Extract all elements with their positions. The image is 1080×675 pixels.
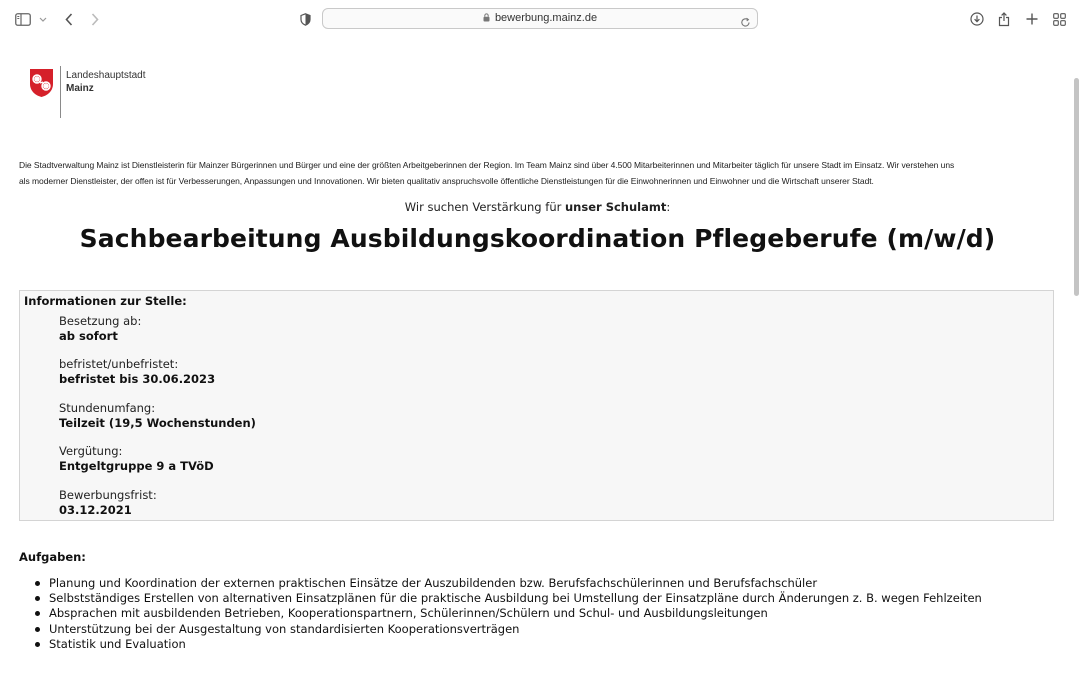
back-icon[interactable]: [62, 9, 76, 29]
job-title: Sachbearbeitung Ausbildungskoordination Pflegeberufe (m/w/d): [79, 224, 996, 253]
info-label: Bewerbungsfrist:: [59, 488, 157, 502]
reload-icon[interactable]: [740, 13, 751, 32]
info-contract-term: [59, 357, 215, 387]
scrollbar-thumb[interactable]: [1074, 78, 1079, 296]
list-item: Unterstützung bei der Ausgestaltung von standardisierten Kooperationsverträgen: [19, 622, 982, 637]
download-icon[interactable]: [969, 9, 985, 29]
info-value: Teilzeit (19,5 Wochenstunden): [59, 416, 256, 430]
info-value: befristet bis 30.06.2023: [59, 372, 216, 386]
tasks-list: [19, 576, 982, 652]
url-display[interactable]: [323, 9, 757, 28]
city-logo[interactable]: [19, 63, 159, 121]
chevron-down-icon[interactable]: [38, 9, 48, 29]
logo-divider: [60, 66, 61, 118]
info-value: Entgeltgruppe 9 a TVöD: [59, 459, 214, 473]
shield-icon[interactable]: [298, 9, 312, 29]
city-crest-icon: [29, 68, 54, 98]
scrollbar[interactable]: [1074, 38, 1080, 675]
address-bar[interactable]: [322, 8, 758, 29]
intro-line-2: als moderner Dienstleister, der offen ist für Verbesserungen, Anpassungen und Innovationen. Wir bieten qualitativ anspruchsvolle öffentliche Dienstleistungen für die Einwohnerinnen und Einwohner und die Wirtschaft unserer Stadt.: [19, 176, 874, 186]
info-label: Vergütung:: [59, 444, 123, 458]
info-label: Stundenumfang:: [59, 401, 156, 415]
department-name: unser Schulamt: [565, 200, 667, 214]
list-item: Planung und Koordination der externen praktischen Einsätze der Auszubildenden bzw. Berufsfachschülerinnen und Berufsfachschüler: [19, 576, 982, 591]
info-application-deadline: [59, 488, 157, 518]
url-text: bewerbung.mainz.de: [494, 12, 598, 24]
list-item: Statistik und Evaluation: [19, 637, 982, 652]
info-salary: [59, 444, 214, 474]
info-label: befristet/unbefristet:: [59, 357, 179, 371]
info-value: 03.12.2021: [59, 503, 132, 517]
sidebar-icon[interactable]: [14, 9, 32, 29]
forward-icon[interactable]: [88, 9, 102, 29]
info-value: ab sofort: [59, 329, 118, 343]
search-statement: [0, 200, 1075, 214]
lock-icon: [483, 10, 490, 29]
intro-paragraph: [19, 157, 1059, 189]
logo-text-line2: Mainz: [66, 83, 94, 94]
info-working-hours: [59, 401, 256, 431]
list-item: Absprachen mit ausbildenden Betrieben, Kooperationspartnern, Schülerinnen/Schülern und Schul- und Ausbildungsleitungen: [19, 606, 982, 621]
share-icon[interactable]: [996, 9, 1012, 29]
intro-line-1: Die Stadtverwaltung Mainz ist Dienstleisterin für Mainzer Bürgerinnen und Bürger und eine der größten Arbeitgeberinnen der Region. Im Team Mainz sind über 4.500 Mitarbeiterinnen und Mitarbeiter täglich für unsere Stadt im Einsatz. Wir verstehen uns: [19, 160, 955, 170]
tab-overview-icon[interactable]: [1051, 9, 1067, 29]
info-heading: Informationen zur Stelle:: [24, 294, 187, 308]
tasks-heading: Aufgaben:: [19, 550, 86, 564]
search-suffix: :: [666, 200, 671, 214]
logo-text-line1: Landeshauptstadt: [66, 70, 146, 81]
new-tab-icon[interactable]: [1024, 9, 1040, 29]
job-info-box: [19, 290, 1054, 521]
search-prefix: Wir suchen Verstärkung für: [404, 200, 565, 214]
info-start-date: [59, 314, 141, 344]
info-label: Besetzung ab:: [59, 314, 142, 328]
list-item: Selbstständiges Erstellen von alternativen Einsatzplänen für die praktische Ausbildung bei Umstellung der Einsatzpläne durch Änderungen z. B. wegen Fehlzeiten: [19, 591, 982, 606]
browser-toolbar: [0, 0, 1080, 38]
